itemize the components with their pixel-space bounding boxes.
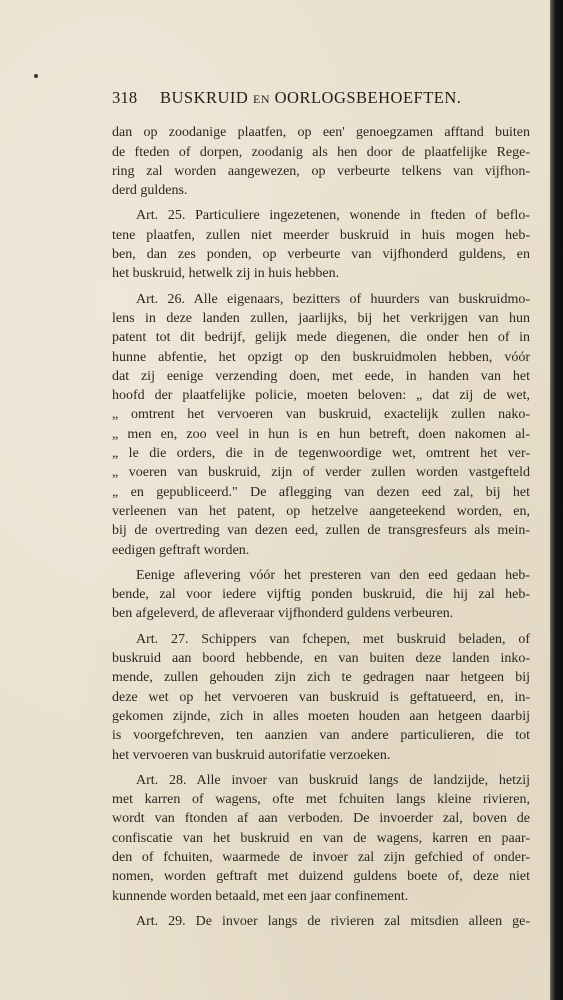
paragraph-art-26 [112,290,530,560]
text-line: deze wet op het vervoeren van buskruid is geftatueerd, en, in- [112,689,530,705]
text-line: Art. 25. Particuliere ingezetenen, wonende in fteden of beflo- [136,208,530,224]
text-line: hunne abfentie, het opzigt op den buskruidmolen hebben, vóór [112,349,530,365]
running-title-part1: BUSKRUID [160,88,249,107]
paragraph-art-29 [112,912,530,931]
text-line: Art. 27. Schippers van fchepen, met buskruid beladen, of [136,631,530,647]
running-header [112,88,530,109]
text-line: kunnende worden betaald, met een jaar confinement. [112,888,409,904]
text-line: verleenen van het patent, op hetzelve aangeteekend worden, en, [112,503,530,519]
text-line: ring zal worden aangewezen, op verbeurte telkens van vijfhon- [112,163,530,179]
text-line: dat zij eenige verzending doen, met eede, in handen van het [112,368,530,384]
running-title-part2: OORLOGSBEHOEFTEN. [274,88,462,107]
paragraph-continuation [112,123,530,200]
text-line: buskruid aan boord hebbende, en van buiten deze landen inko- [112,651,530,667]
text-line: derd guldens. [112,183,188,199]
text-line: confiscatie van het buskruid en van de wagens, karren en paar- [112,830,530,846]
text-line: dan op zoodanige plaatfen, op een' genoegzamen afftand buiten [112,125,530,141]
text-line: bij de overtreding van dezen eed, zullen de transgresfeurs als mein- [112,523,530,539]
text-line: „ le die orders, die in de tegenwoordige wet, omtrent het ver- [112,446,530,462]
text-line: de fteden of dorpen, zoodanig als hen door de plaatfelijke Rege- [112,144,530,160]
text-line: patent tot dit bedrijf, gelijk mede diegenen, die onder hen of in [112,330,530,346]
ink-speck [34,74,38,78]
text-line: is voorgefchreven, ten aanzien van andere particulieren, die tot [112,728,530,744]
text-line: Art. 29. De invoer langs de rivieren zal mitsdien alleen ge- [136,913,530,929]
text-line: gekomen zijnde, zich in alles moeten houden aan hetgeen daarbij [112,708,530,724]
text-line: wordt van ftonden af aan verboden. De invoerder zal, boven de [112,811,530,827]
text-line: lens in deze landen zullen, jaarlijks, bij het verkrijgen van hun [112,310,530,326]
paragraph-art-26-continued [112,566,530,624]
running-title-en: EN [252,92,270,106]
text-line: eedigen geftraft worden. [112,542,250,558]
text-line: met karren of wagens, ofte met fchuiten langs kleine rivieren, [112,792,530,808]
page-content [112,88,530,937]
text-line: den of fchuiten, waarmede de invoer zal zijn gefchied of onder- [112,849,530,865]
text-line: bende, zal voor iedere vijftig ponden buskruid, die hij zal heb- [112,587,530,603]
text-line: mende, zullen gehouden zijn zich te gedragen naar hetgeen bij [112,670,530,686]
text-line: Eenige aflevering vóór het presteren van den eed gedaan heb- [136,567,530,583]
binding-edge [550,0,563,1000]
page-number: 318 [112,88,138,107]
text-line: nomen, worden geftraft met duizend guldens boete of, deze niet [112,869,530,885]
paragraph-art-28 [112,771,530,906]
paragraph-art-25 [112,206,530,283]
text-line: „ voeren van buskruid, zijn of verder zullen worden vastgefteld [112,465,530,481]
text-line: het vervoeren van buskruid autorifatie verzoeken. [112,747,391,763]
text-line: „ omtrent het vervoeren van buskruid, exactelijk zullen nako- [112,407,530,423]
text-line: Art. 28. Alle invoer van buskruid langs de landzijde, hetzij [136,772,530,788]
text-line: „ en gepubliceerd." De aflegging van dezen eed zal, bij het [112,484,530,500]
paragraph-art-27 [112,630,530,765]
text-line: Art. 26. Alle eigenaars, bezitters of huurders van buskruidmo- [136,291,530,307]
text-line: hoofd der plaatfelijke policie, moeten beloven: „ dat zij de wet, [112,388,530,404]
text-line: ben, dan zes ponden, op verbeurte van vijfhonderd guldens, en [112,247,530,263]
text-line: ben afgeleverd, de afleveraar vijfhonderd guldens verbeuren. [112,606,454,622]
text-line: het buskruid, hetwelk zij in huis hebben. [112,266,340,282]
text-line: „ men en, zoo veel in hun is en hun betreft, doen nakomen al- [112,426,530,442]
text-line: tene plaatfen, zullen niet meerder buskruid in huis mogen heb- [112,227,530,243]
running-title [160,88,530,109]
